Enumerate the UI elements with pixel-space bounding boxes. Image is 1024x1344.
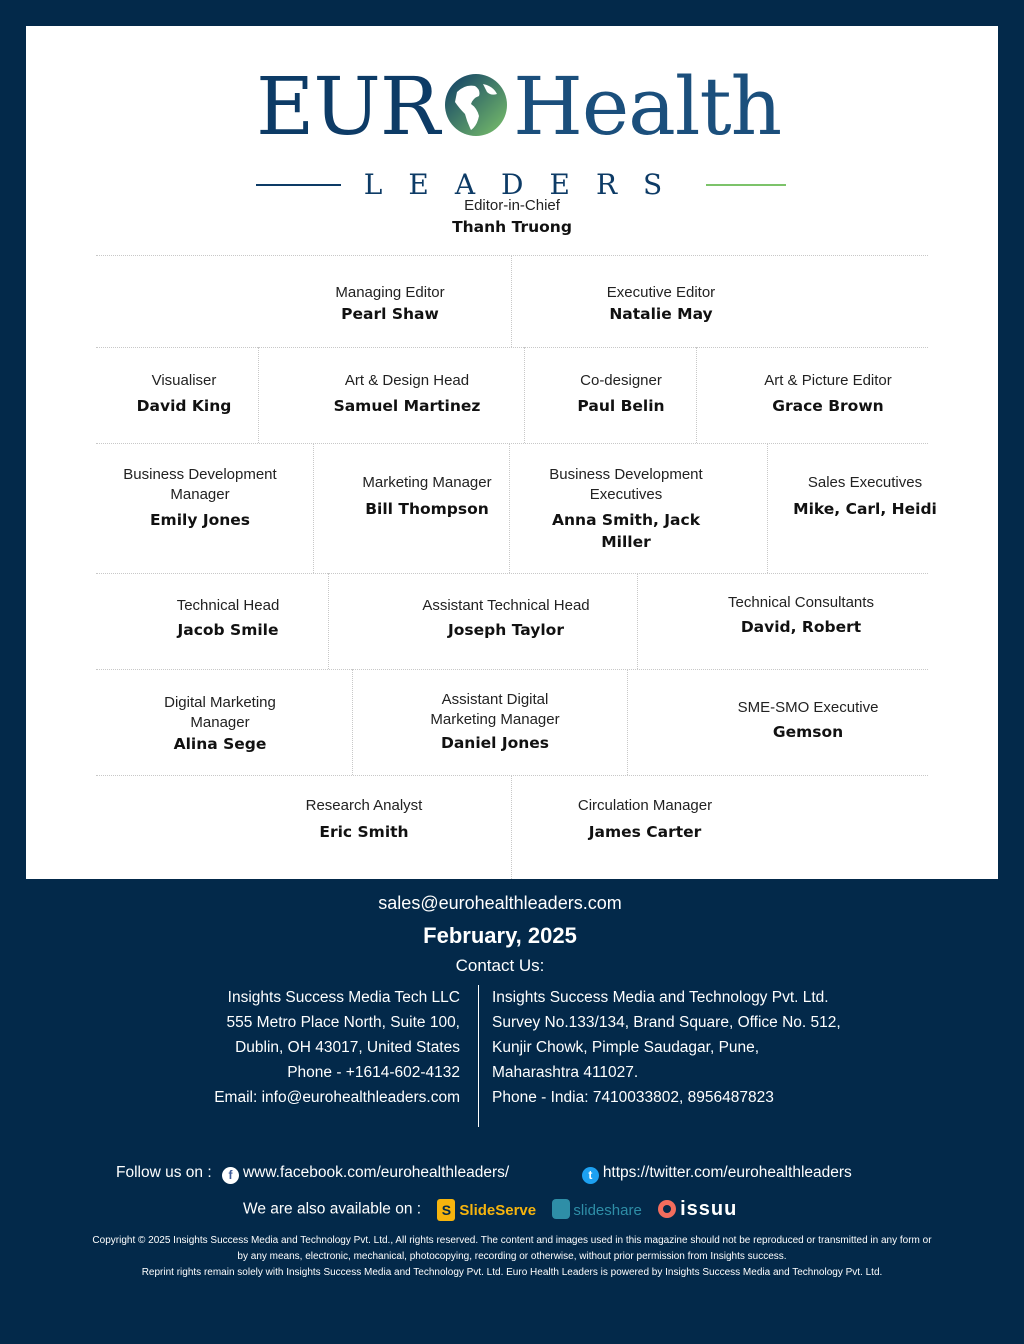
staff-assistant-digital-marketing-manager (415, 690, 575, 754)
copyright-notice (50, 1233, 974, 1281)
slideshare-icon (552, 1199, 570, 1219)
person-name: Emily Jones (149, 511, 251, 529)
staff-executive-editor (561, 283, 761, 325)
role-label: Business Development Manager (123, 466, 277, 503)
euro-health-leaders-logo (256, 60, 796, 201)
issue-date: February, 2025 (423, 923, 577, 948)
phone-line: Phone - +1614-602-4132 (287, 1064, 460, 1081)
role-label: Marketing Manager (362, 474, 492, 491)
person-name: Anna Smith, Jack Miller (552, 511, 700, 551)
staff-research-analyst (264, 796, 464, 843)
contact-heading: Contact Us: (455, 956, 545, 975)
person-name: Joseph Taylor (448, 621, 564, 639)
divider (524, 347, 525, 443)
india-office-address (492, 985, 841, 1110)
staff-art-picture-editor (728, 371, 928, 417)
staff-circulation-manager (545, 796, 745, 843)
divider (96, 573, 928, 574)
divider (767, 443, 768, 573)
facebook-icon: f (222, 1167, 239, 1184)
staff-technical-consultants (701, 593, 901, 638)
globe-icon (443, 72, 509, 138)
role-label: Editor-in-Chief (464, 197, 560, 214)
staff-co-designer (531, 371, 711, 417)
editor-in-chief (26, 196, 998, 238)
slideserve-icon: S (437, 1199, 455, 1221)
phone-line: Phone - India: 7410033802, 8956487823 (492, 1089, 774, 1106)
staff-art-design-head (307, 371, 507, 417)
logo-word-euro: EUR (256, 60, 440, 153)
role-label: Art & Design Head (344, 372, 470, 389)
staff-technical-head (138, 596, 318, 641)
logo-rule-left (256, 184, 341, 186)
person-name: David, Robert (740, 618, 862, 636)
person-name: James Carter (588, 823, 702, 841)
divider (511, 255, 512, 347)
divider (627, 669, 628, 775)
staff-sme-smo-executive (708, 698, 908, 743)
person-name: Thanh Truong (452, 218, 572, 236)
address-line: Maharashtra 411027. (492, 1064, 639, 1081)
copyright-line: by any means, electronic, mechanical, photocopying, recording or otherwise, without prior permission from Insights success. (237, 1251, 787, 1262)
staff-sales-executives (783, 473, 947, 520)
staff-marketing-manager (337, 473, 517, 520)
person-name: Pearl Shaw (341, 305, 439, 323)
divider (511, 775, 512, 879)
address-line: Kunjir Chowk, Pimple Saudagar, Pune, (492, 1039, 760, 1056)
staff-managing-editor (290, 283, 490, 325)
address-divider (478, 985, 479, 1127)
twitter-icon: t (582, 1167, 599, 1184)
slideserve-logo[interactable]: S SlideServe (437, 1199, 536, 1221)
divider (313, 443, 314, 573)
divider (96, 443, 928, 444)
role-label: Managing Editor (335, 284, 445, 301)
platform-links (243, 1198, 737, 1221)
divider (96, 775, 928, 776)
person-name: Alina Sege (173, 735, 267, 753)
person-name: Eric Smith (319, 823, 409, 841)
person-name: Jacob Smile (177, 621, 279, 639)
divider (352, 669, 353, 775)
logo-word-health: Health (513, 60, 782, 153)
role-label: Visualiser (151, 372, 217, 389)
slideshare-logo[interactable]: slideshare (552, 1199, 641, 1220)
available-label: We are also available on : (243, 1200, 422, 1218)
twitter-link[interactable]: https://twitter.com/eurohealthleaders (602, 1164, 852, 1181)
role-label: Assistant Technical Head (422, 597, 590, 614)
address-line: Insights Success Media and Technology Pvt. Ltd. (492, 989, 829, 1006)
issuu-logo[interactable]: issuu (658, 1198, 737, 1221)
role-label: Circulation Manager (577, 797, 713, 814)
divider (96, 255, 928, 256)
person-name: Grace Brown (772, 397, 884, 415)
address-line: Insights Success Media Tech LLC (227, 989, 460, 1006)
copyright-line: Copyright © 2025 Insights Success Media and Technology Pvt. Ltd., All rights reserved. The content and images used in this magazine should not be reproduced or transmitted in any form or (92, 1235, 932, 1246)
address-line: Dublin, OH 43017, United States (235, 1039, 460, 1056)
role-label: Executive Editor (606, 284, 716, 301)
staff-visualiser (94, 371, 274, 417)
role-label: Assistant Digital Marketing Manager (430, 691, 560, 728)
staff-assistant-technical-head (396, 596, 616, 641)
logo-word-leaders: LEADERS (363, 168, 689, 201)
divider (96, 347, 928, 348)
divider (96, 669, 928, 670)
role-label: Technical Head (176, 597, 280, 614)
issuu-icon (658, 1200, 676, 1218)
person-name: Mike, Carl, Heidi (793, 500, 937, 518)
person-name: Samuel Martinez (333, 397, 481, 415)
person-name: Gemson (772, 723, 844, 741)
us-office-address (214, 985, 460, 1110)
person-name: Bill Thompson (365, 500, 489, 518)
follow-label: Follow us on : (116, 1164, 212, 1181)
address-line: Survey No.133/134, Brand Square, Office No. 512, (492, 1014, 841, 1031)
facebook-link[interactable]: www.facebook.com/eurohealthleaders/ (242, 1164, 510, 1181)
copyright-line: Reprint rights remain solely with Insights Success Media and Technology Pvt. Ltd. Euro Health Leaders is powered by Insights Success Media and Technology Pvt. Ltd. (141, 1267, 883, 1278)
staff-digital-marketing-manager (150, 693, 290, 755)
role-label: Art & Picture Editor (764, 372, 892, 389)
role-label: Digital Marketing Manager (164, 694, 276, 731)
role-label: Business Development Executives (549, 466, 703, 503)
person-name: Natalie May (609, 305, 713, 323)
role-label: Technical Consultants (728, 594, 874, 611)
masthead-card (26, 26, 998, 879)
staff-business-development-executives (526, 465, 726, 553)
email-link[interactable]: Email: info@eurohealthleaders.com (214, 1089, 460, 1106)
staff-business-development-manager (115, 465, 285, 531)
divider (328, 573, 329, 669)
divider (637, 573, 638, 669)
sales-email-link[interactable]: sales@eurohealthleaders.com (378, 893, 622, 913)
address-line: 555 Metro Place North, Suite 100, (226, 1014, 460, 1031)
logo-rule-right (706, 184, 786, 186)
role-label: Sales Executives (807, 474, 923, 491)
person-name: Paul Belin (577, 397, 665, 415)
role-label: Research Analyst (305, 797, 423, 814)
role-label: Co-designer (580, 372, 662, 389)
person-name: Daniel Jones (440, 734, 550, 752)
social-links (116, 1164, 852, 1184)
role-label: SME-SMO Executive (737, 699, 879, 716)
person-name: David King (136, 397, 232, 415)
